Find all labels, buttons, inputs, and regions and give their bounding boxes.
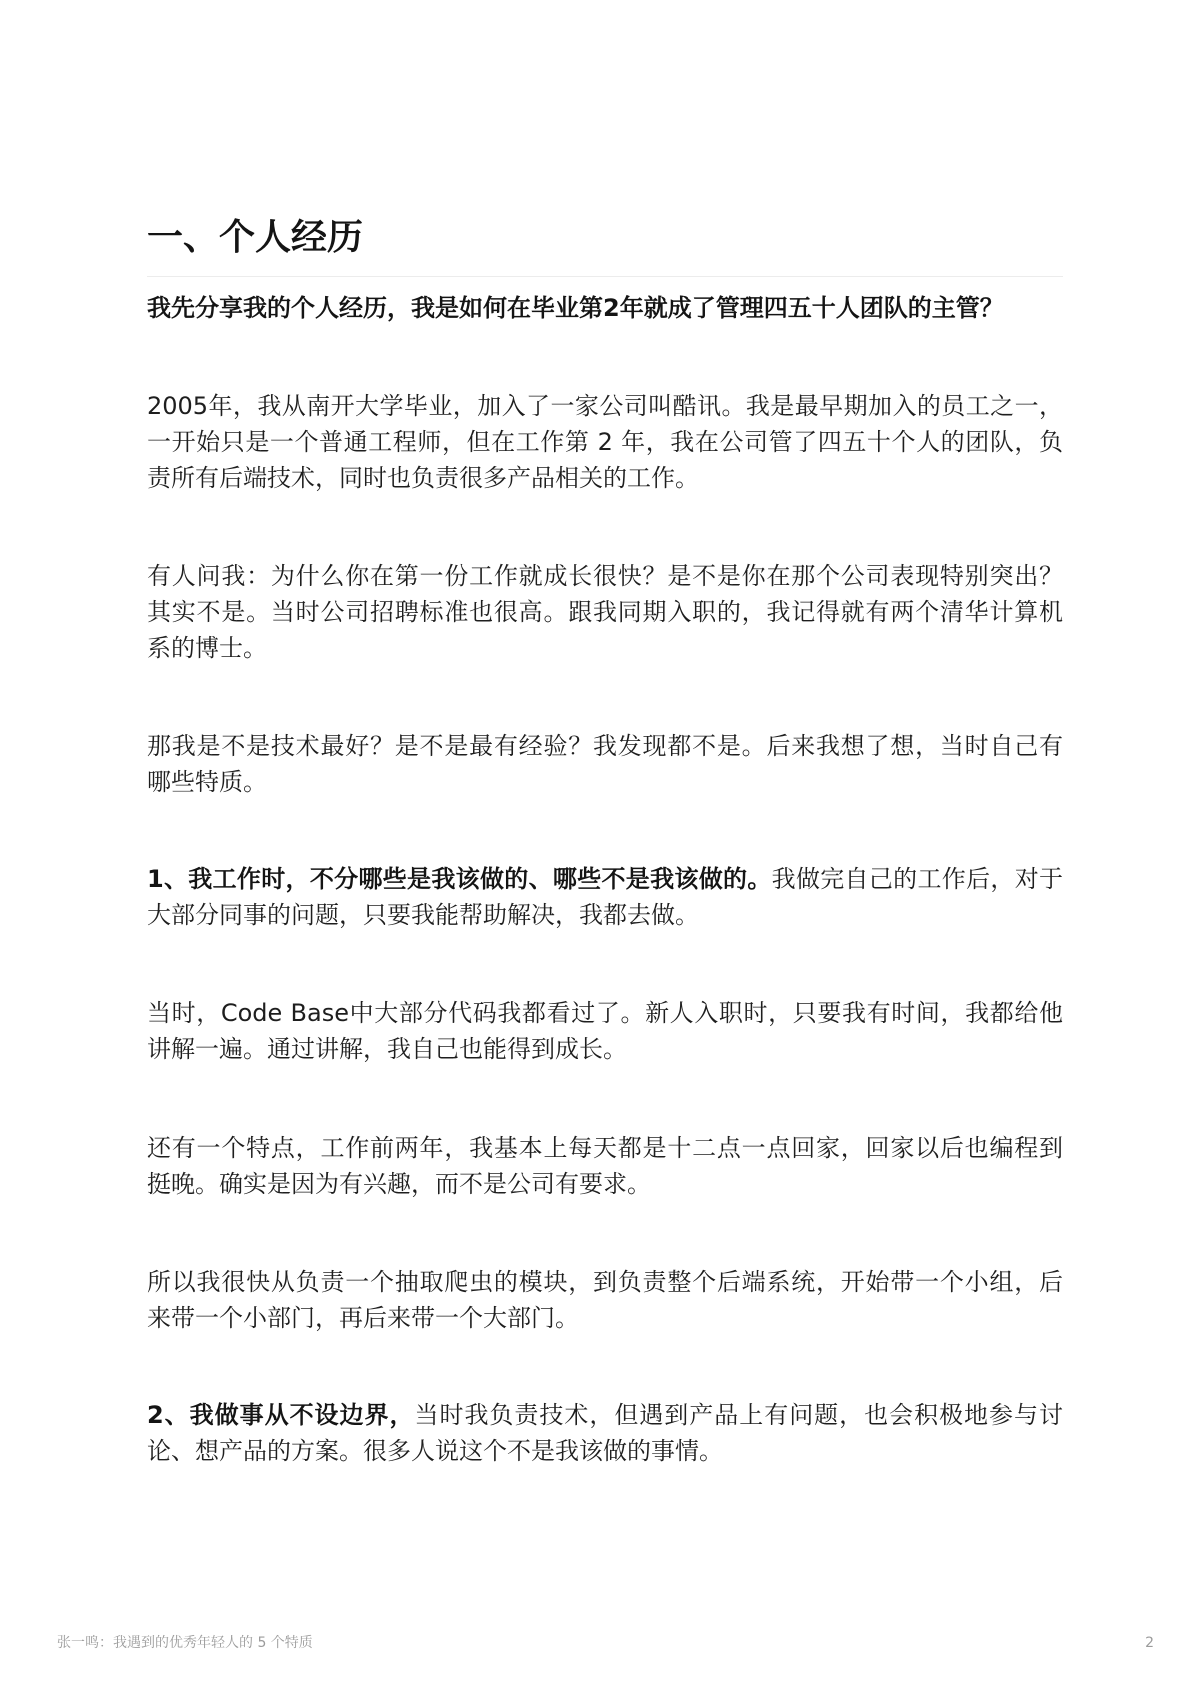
paragraph-4 [147,861,1063,933]
paragraph-line: 一开始只是一个普通工程师，但在工作第 2 年，我在公司管了四五十个人的团队，负 [147,428,1063,456]
paragraph-line [147,861,1063,897]
paragraph-line: 讲解一遍。通过讲解，我自己也能得到成长。 [147,1035,627,1063]
paragraph-line-text: 我做完自己的工作后，对于 [771,865,1063,893]
footer-title: 张一鸣：我遇到的优秀年轻人的 5 个特质 [57,1635,313,1651]
paragraph-line: 责所有后端技术，同时也负责很多产品相关的工作。 [147,464,699,492]
paragraph-line: 其实不是。当时公司招聘标准也很高。跟我同期入职的，我记得就有两个清华计算机 [147,598,1063,626]
page-number: 2 [1145,1635,1154,1651]
paragraph-6 [147,1130,1063,1202]
paragraph-line-text: 当时我负责技术，但遇到产品上有问题，也会积极地参与讨 [414,1401,1063,1429]
bold-lead: 1、我工作时，不分哪些是我该做的、哪些不是我该做的。 [147,865,772,893]
paragraph-3 [147,728,1063,800]
paragraph-line: 当时，Code Base中大部分代码我都看过了。新人入职时，只要我有时间，我都给他 [147,999,1063,1027]
paragraph-line: 来带一个小部门，再后来带一个大部门。 [147,1304,579,1332]
paragraph-line: 哪些特质。 [147,768,267,796]
paragraph-line: 那我是不是技术最好？是不是最有经验？我发现都不是。后来我想了想，当时自己有 [147,732,1063,760]
paragraph-line: 还有一个特点，工作前两年，我基本上每天都是十二点一点回家，回家以后也编程到 [147,1134,1063,1162]
paragraph-8 [147,1397,1063,1469]
section-heading: 一、个人经历 [147,217,364,258]
paragraph-line: 挺晚。确实是因为有兴趣，而不是公司有要求。 [147,1170,651,1198]
paragraph-2 [147,558,1063,666]
paragraph-line: 所以我很快从负责一个抽取爬虫的模块，到负责整个后端系统，开始带一个小组，后 [147,1268,1063,1296]
paragraph-line: 有人问我：为什么你在第一份工作就成长很快？是不是你在那个公司表现特别突出？ [147,562,1063,590]
section-subtitle: 我先分享我的个人经历，我是如何在毕业第2年就成了管理四五十人团队的主管？ [147,294,1004,322]
paragraph-1 [147,388,1063,496]
heading-divider [147,276,1063,277]
paragraph-7 [147,1264,1063,1336]
paragraph-line: 大部分同事的问题，只要我能帮助解决，我都去做。 [147,901,699,929]
paragraph-line: 2005年，我从南开大学毕业，加入了一家公司叫酷讯。我是最早期加入的员工之一， [147,392,1063,420]
paragraph-5 [147,995,1063,1067]
paragraph-line [147,1397,1063,1433]
paragraph-line: 论、想产品的方案。很多人说这个不是我该做的事情。 [147,1437,723,1465]
bold-lead: 2、我做事从不设边界， [147,1401,415,1429]
paragraph-line: 系的博士。 [147,634,267,662]
